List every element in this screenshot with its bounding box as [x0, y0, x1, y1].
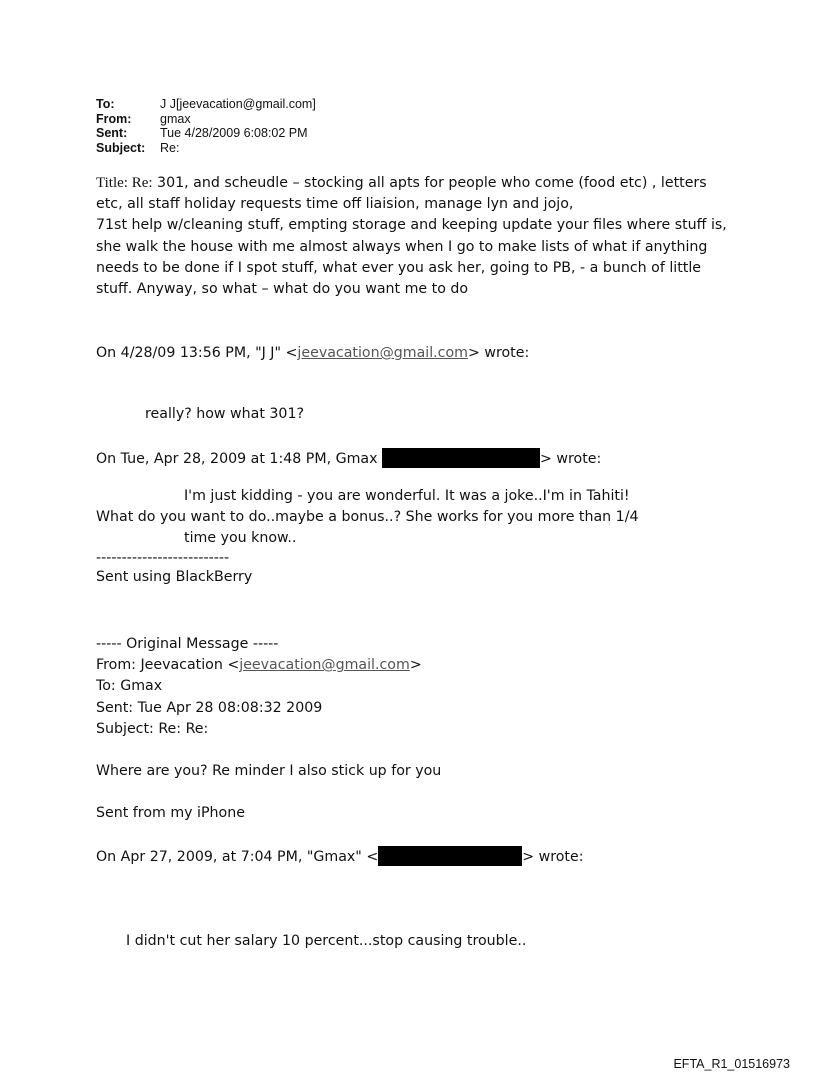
quote3-attribution: On Apr 27, 2009, at 7:04 PM, "Gmax" < > wrote: — [96, 846, 736, 868]
message-line: needs to be done if I spot stuff, what ever you ask her, going to PB, - a bunch of little — [96, 259, 702, 276]
email-link[interactable]: jeevacation@gmail.com — [239, 657, 410, 674]
email-header — [96, 97, 316, 155]
document-id: EFTA_R1_01516973 — [673, 1057, 790, 1071]
message-body — [96, 173, 736, 300]
quote1-attribution: On 4/28/09 13:56 PM, "J J" <jeevacation@gmail.com> wrote: — [96, 345, 530, 361]
original-message — [96, 634, 736, 740]
message-line: stuff. Anyway, so what – what do you want me to do — [96, 281, 469, 298]
message-first-paragraph — [96, 173, 736, 215]
quote2-line: time you know.. — [184, 530, 297, 547]
original-to: To: Gmax — [96, 678, 163, 695]
from-value: gmax — [160, 111, 191, 126]
quote2-line: What do you want to do..maybe a bonus..? She works for you more than 1/4 — [96, 509, 639, 526]
to-value: J J[jeevacation@gmail.com] — [160, 97, 316, 111]
blackberry-signature: Sent using BlackBerry — [96, 568, 253, 585]
sent-value: Tue 4/28/2009 6:08:02 PM — [160, 126, 308, 140]
quote1-text: really? how what 301? — [145, 406, 305, 422]
separator: -------------------------- — [96, 549, 230, 566]
redaction-box — [378, 846, 522, 866]
header-from-row — [96, 112, 316, 127]
original-from: From: Jeevacation <jeevacation@gmail.com> — [96, 657, 422, 674]
header-to-row — [96, 97, 316, 112]
header-subject-row — [96, 141, 316, 156]
subject-label: Subject: — [96, 140, 146, 155]
quote2-body — [96, 486, 736, 588]
message-line: she walk the house with me almost always when I go to make lists of what if anything — [96, 238, 708, 255]
from-label: From: — [96, 111, 132, 126]
original-sent: Sent: Tue Apr 28 08:08:32 2009 — [96, 699, 323, 716]
to-label: To: — [96, 97, 115, 111]
original-body: Where are you? Re minder I also stick up for you — [96, 763, 442, 779]
original-subject: Subject: Re: Re: — [96, 720, 209, 737]
original-heading: ----- Original Message ----- — [96, 636, 279, 652]
title-text: 301, and scheudle – stocking all apts for people who come (food etc) , letters etc, all staff holiday requests time off liaision, manage lyn and jojo, — [96, 175, 707, 213]
email-link[interactable]: jeevacation@gmail.com — [297, 345, 468, 361]
message-line: 71st help w/cleaning stuff, empting storage and keeping update your files where stuff is, — [96, 217, 727, 234]
title-label: Title: Re: — [96, 175, 153, 191]
quote2-line: I'm just kidding - you are wonderful. It was a joke..I'm in Tahiti! — [184, 488, 630, 504]
quote3-text: I didn't cut her salary 10 percent...stop causing trouble.. — [126, 933, 527, 949]
redaction-box — [382, 448, 540, 468]
subject-value: Re: — [160, 140, 180, 155]
header-sent-row — [96, 126, 316, 141]
quote2-attribution: On Tue, Apr 28, 2009 at 1:48 PM, Gmax > wrote: — [96, 448, 736, 470]
iphone-signature: Sent from my iPhone — [96, 805, 245, 821]
sent-label: Sent: — [96, 126, 128, 140]
